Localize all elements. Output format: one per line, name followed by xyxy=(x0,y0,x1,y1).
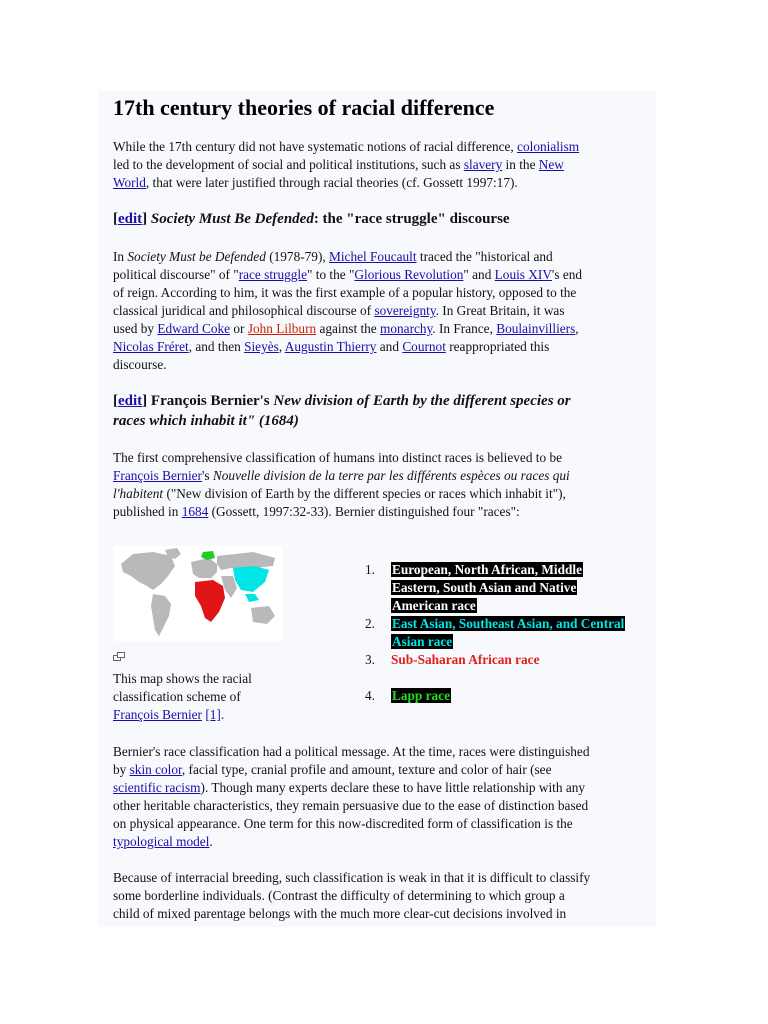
heading-year: (1684) xyxy=(255,413,299,429)
link-michel-foucault[interactable]: Michel Foucault xyxy=(329,249,417,264)
race-label-line: Asian race xyxy=(392,634,453,649)
link-cournot[interactable]: Cournot xyxy=(402,339,446,354)
race-label-line: American race xyxy=(392,598,476,613)
text: of reign. According to him, it was the first example of a popular history, opposed to the xyxy=(113,285,577,300)
text: . In France, xyxy=(432,321,497,336)
list-number: 2. xyxy=(365,616,375,631)
heading-italic: New division of Earth by the different species or xyxy=(273,393,571,409)
text: , facial type, cranial profile and amount, texture and color of hair (see xyxy=(181,762,552,777)
text: ). Though many experts declare these to have little relationship with any xyxy=(200,780,586,795)
link-augustin-thierry[interactable]: Augustin Thierry xyxy=(284,339,377,354)
link-sieyes[interactable]: Sieyès xyxy=(244,339,279,354)
link-boulainvilliers[interactable]: Boulainvilliers xyxy=(496,321,576,336)
text: used by xyxy=(113,321,158,336)
link-scientific-racism[interactable]: scientific racism xyxy=(113,780,201,795)
link-1684[interactable]: 1684 xyxy=(181,504,209,519)
text: . xyxy=(209,834,213,849)
text: (Gossett, 1997:32-33). Bernier distinguished four "races": xyxy=(208,504,520,519)
enlarge-icon[interactable] xyxy=(113,652,125,662)
text: some borderline individuals. (Contrast the difficulty of determining to which group a xyxy=(113,888,565,903)
bernier-paragraph xyxy=(113,449,633,521)
text: reappropriated this xyxy=(445,339,550,354)
text: by xyxy=(113,762,130,777)
text: and xyxy=(376,339,403,354)
article-page xyxy=(98,91,656,927)
text: other heritable characteristics, they remain persuasive due to the ease of distinction based xyxy=(113,798,589,813)
text: While the 17th century did not have systematic notions of racial difference, xyxy=(113,139,518,154)
text: , that were later justified through racial theories (cf. Gossett 1997:17). xyxy=(145,175,518,190)
intro-paragraph xyxy=(113,138,633,192)
link-francois-bernier[interactable]: François Bernier xyxy=(113,468,202,483)
link-new-world-2[interactable]: World xyxy=(113,175,146,190)
edit-link[interactable]: edit xyxy=(118,393,143,409)
text: on physical appearance. One term for this now-discredited form of classification is the xyxy=(113,816,573,831)
caption-text: classification scheme of xyxy=(113,689,241,704)
race-label xyxy=(391,651,540,669)
race-label-line: Sub-Saharan African race xyxy=(391,652,540,667)
text: traced the "historical and xyxy=(416,249,553,264)
race-label xyxy=(391,687,451,705)
society-paragraph xyxy=(113,248,633,374)
text: discourse. xyxy=(113,357,167,372)
text: (1978-79), xyxy=(265,249,330,264)
race-label xyxy=(391,615,625,651)
link-colonialism[interactable]: colonialism xyxy=(517,139,580,154)
text: ("New division of Earth by the different species or races which inhabit it"), xyxy=(163,486,566,501)
text-italic: Nouvelle division de la terre par les différents espèces ou races qui xyxy=(212,468,570,483)
text: . In Great Britain, it was xyxy=(435,303,565,318)
page-title: 17th century theories of racial difference xyxy=(113,95,495,120)
section-heading-society: [edit] Society Must Be Defended: the "race struggle" discourse xyxy=(113,211,510,227)
list-number: 3. xyxy=(365,652,375,667)
text: The first comprehensive classification of humans into distinct races is believed to be xyxy=(113,450,563,465)
link-slavery[interactable]: slavery xyxy=(463,157,503,172)
race-label-line: East Asian, Southeast Asian, and Central xyxy=(392,616,625,631)
race-label-line: Eastern, South Asian and Native xyxy=(392,580,577,595)
caption-text: This map shows the racial xyxy=(113,671,252,686)
text-italic: l'habitent xyxy=(113,486,164,501)
heading-text: François Bernier's xyxy=(150,393,274,409)
link-louis-xiv[interactable]: Louis XIV xyxy=(494,267,552,282)
link-race-struggle[interactable]: race struggle xyxy=(238,267,307,282)
link-edward-coke[interactable]: Edward Coke xyxy=(157,321,231,336)
link-nicolas-freret[interactable]: Nicolas Fréret xyxy=(113,339,189,354)
text: against the xyxy=(316,321,381,336)
text: " to the " xyxy=(307,267,355,282)
caption-text: . xyxy=(220,707,225,722)
text: classical juridical and philosophical discourse of xyxy=(113,303,375,318)
text: led to the development of social and political institutions, such as xyxy=(113,157,464,172)
interracial-paragraph xyxy=(113,869,633,923)
text: Bernier's race classification had a political message. At the time, races were distinguished xyxy=(113,744,590,759)
text: Because of interracial breeding, such classification is weak in that it is difficult to classify xyxy=(113,870,591,885)
map-caption xyxy=(113,670,283,724)
link-john-lilburn[interactable]: John Lilburn xyxy=(247,321,317,336)
text: published in xyxy=(113,504,182,519)
link-new-world[interactable]: New xyxy=(538,157,564,172)
list-number: 4. xyxy=(365,688,375,703)
text: In xyxy=(113,249,128,264)
section-heading-bernier: [edit] François Bernier's New division of Earth by the different species or races which inhabit it" (1684) xyxy=(113,393,571,429)
text: " and xyxy=(463,267,495,282)
text: , and then xyxy=(188,339,245,354)
heading-italic: Society Must Be Defended xyxy=(150,211,314,227)
world-race-map[interactable] xyxy=(113,546,283,641)
link-typological-model[interactable]: typological model xyxy=(113,834,210,849)
text: in the xyxy=(502,157,539,172)
text-italic: Society Must be Defended xyxy=(127,249,266,264)
text: 's xyxy=(202,468,213,483)
text: or xyxy=(230,321,248,336)
race-label-line: Lapp race xyxy=(392,688,450,703)
text: 's end xyxy=(551,267,583,282)
classification-paragraph xyxy=(113,743,633,851)
race-label-line: European, North African, Middle xyxy=(392,562,582,577)
map-figure xyxy=(113,546,283,722)
text: political discourse" of " xyxy=(113,267,239,282)
edit-link[interactable]: edit xyxy=(118,211,143,227)
heading-italic: races which inhabit it" xyxy=(113,413,256,429)
text: , xyxy=(575,321,579,336)
link-skin-color[interactable]: skin color xyxy=(129,762,182,777)
link-sovereignty[interactable]: sovereignty xyxy=(374,303,436,318)
text: child of mixed parentage belongs with the much more clear-cut decisions involved in xyxy=(113,906,567,921)
race-label xyxy=(391,561,583,615)
text: , xyxy=(278,339,285,354)
reference-link[interactable]: [1] xyxy=(205,707,221,722)
link-monarchy[interactable]: monarchy xyxy=(380,321,433,336)
link-francois-bernier-caption[interactable]: François Bernier xyxy=(113,707,202,722)
heading-text: : the "race struggle" discourse xyxy=(313,211,510,227)
list-number: 1. xyxy=(365,562,375,577)
link-glorious-revolution[interactable]: Glorious Revolution xyxy=(354,267,464,282)
